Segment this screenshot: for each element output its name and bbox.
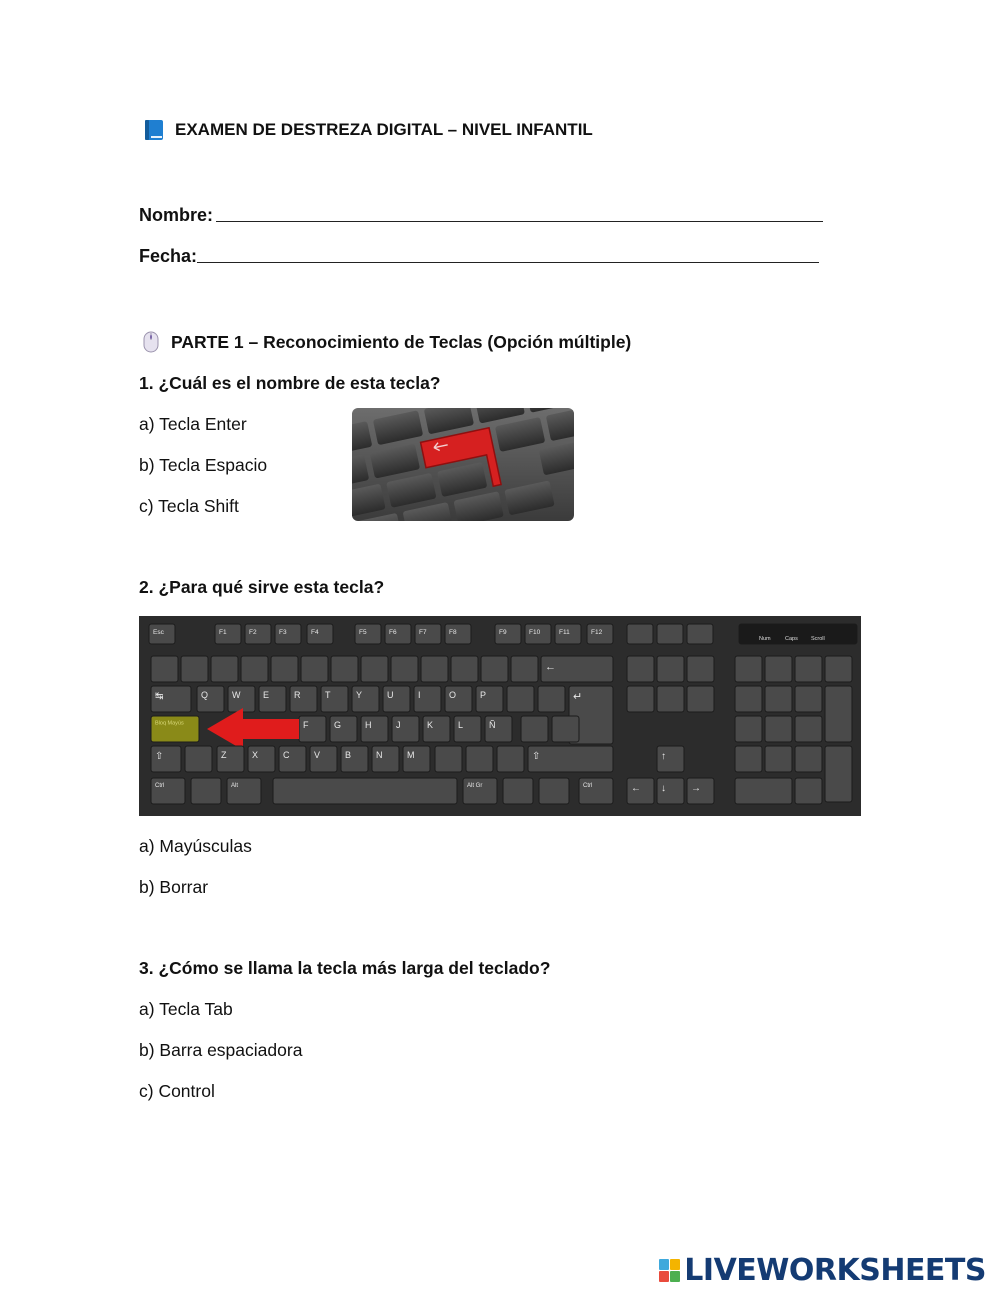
key-label: ↑ [661,751,666,762]
keyboard-image [139,616,861,816]
navigation-key [627,686,654,712]
accent-key [521,716,548,742]
menu-key [539,778,569,804]
number-row-key [241,656,268,682]
key-label: → [691,783,701,794]
q3-option-a[interactable]: a) Tecla Tab [139,999,233,1019]
numpad-key [735,716,762,742]
key-label: F6 [389,629,397,636]
key-label: B [345,750,352,760]
key-label: F5 [359,629,367,636]
name-line[interactable] [216,221,823,222]
key-label: V [314,750,321,760]
angle-bracket-key [185,746,212,772]
period-key [466,746,493,772]
numpad-enter-key [825,746,852,802]
key-label: Bloq Mayús [155,720,184,727]
number-row-key [271,656,298,682]
key-label: O [449,690,457,700]
numpad-key [735,686,762,712]
lock-light-label: Caps [785,636,798,642]
numpad-key [765,716,792,742]
dash-key [497,746,524,772]
numpad-key [795,716,822,742]
question-2: 2. ¿Para qué sirve esta tecla? [139,577,385,597]
lock-lights-panel [739,624,857,644]
alt-key [227,778,261,804]
key-label: Q [201,690,209,700]
key-label: Ñ [489,720,496,730]
key-label: F1 [219,629,227,636]
key-label: F3 [279,629,287,636]
blue-book-icon [143,119,165,141]
key-label: Alt Gr [467,783,483,789]
numpad-key [735,746,762,772]
navigation-key [657,686,684,712]
windows-key [503,778,533,804]
numpad-key [795,746,822,772]
key-label: F12 [591,629,603,636]
windows-key [191,778,221,804]
number-row-key [481,656,508,682]
q2-option-a[interactable]: a) Mayúsculas [139,836,252,856]
number-row-key [421,656,448,682]
key-label: ↵ [573,691,583,703]
pause-key [687,624,713,644]
number-row-key [361,656,388,682]
print-screen-key [627,624,653,644]
key-label: P [480,690,487,700]
number-row-key [391,656,418,682]
q3-option-c[interactable]: c) Control [139,1081,215,1101]
numpad-key [795,778,822,804]
question-3: 3. ¿Cómo se llama la tecla más larga del teclado? [139,958,551,978]
q3-option-b[interactable]: b) Barra espaciadora [139,1040,303,1060]
navigation-key [687,656,714,682]
lock-light-label: Scroll [811,636,825,642]
key-label: ↹ [155,691,164,702]
key-label: F11 [559,629,570,636]
key-label: T [325,690,331,700]
navigation-key [657,656,684,682]
key-label: X [252,750,259,760]
date-label: Fecha: [139,246,198,266]
cedilla-key [552,716,579,742]
key-label: ↓ [661,783,666,794]
key-label: U [387,690,394,700]
space-bar [273,778,457,804]
navigation-key [687,686,714,712]
part1-heading [143,331,631,353]
key-label: ⇧ [155,751,164,762]
number-row-key [151,656,178,682]
numpad-key [765,746,792,772]
key-label: F7 [419,629,427,636]
number-row-key [511,656,538,682]
key-label: Z [221,750,227,760]
q2-option-b[interactable]: b) Borrar [139,877,209,897]
number-row-key [211,656,238,682]
bracket-key [538,686,565,712]
name-field[interactable] [139,205,823,226]
key-label: F8 [449,629,457,636]
key-label: F [303,720,309,730]
numpad-key [795,686,822,712]
key-label: L [458,720,464,730]
number-row-key [451,656,478,682]
question-1: 1. ¿Cuál es el nombre de esta tecla? [139,373,441,393]
page-title [143,119,593,141]
scroll-lock-key [657,624,683,644]
key-label: E [263,690,270,700]
key-label: N [376,750,383,760]
keyboard-svg [139,616,861,816]
key-label: R [294,690,301,700]
key-label: F9 [499,629,507,636]
ctrl-key [151,778,185,804]
key-label: C [283,750,290,760]
navigation-key [627,656,654,682]
key-label: F2 [249,629,257,636]
number-row-key [331,656,358,682]
title-text: EXAMEN DE DESTREZA DIGITAL – NIVEL INFANTIL [175,120,593,139]
date-field[interactable] [139,246,819,267]
q1-option-c[interactable]: c) Tecla Shift [139,496,239,516]
bracket-key [507,686,534,712]
key-label: K [427,720,434,730]
key-label: J [396,720,401,730]
comma-key [435,746,462,772]
lock-light-label: Num [759,636,771,642]
shift-key [528,746,613,772]
key-label: G [334,720,342,730]
enter-key-image [352,408,574,521]
part1-title: PARTE 1 – Reconocimiento de Teclas (Opción múltiple) [171,331,632,352]
key-label: Esc [153,629,164,636]
key-label: Ctrl [155,783,165,789]
numpad-key [825,656,852,682]
computer-mouse-icon [143,331,159,353]
key-label: ← [631,783,641,794]
numpad-key [735,656,762,682]
numpad-key [795,656,822,682]
key-label: H [365,720,372,730]
key-label: Ctrl [583,783,593,789]
number-row-key [301,656,328,682]
q1-option-a[interactable]: a) Tecla Enter [139,414,247,434]
key-label: ← [545,661,556,673]
ctrl-key [579,778,613,804]
key-label: F4 [311,629,319,636]
alt-gr-key [463,778,497,804]
key-label: F10 [529,629,541,636]
key-label: M [407,750,415,760]
liveworksheets-logo [659,1253,986,1288]
key-label: Alt [231,783,239,789]
name-label: Nombre: [139,205,214,225]
number-row-key [181,656,208,682]
numpad-plus-key [825,686,852,742]
key-label: W [232,690,241,700]
numpad-key [765,656,792,682]
logo-text: LIVEWORKSHEETS [684,1253,986,1288]
logo-mark-icon [659,1259,680,1282]
key-label: ⇧ [532,751,541,762]
numpad-key [765,686,792,712]
q1-option-b[interactable]: b) Tecla Espacio [139,455,268,475]
key-label: I [418,690,421,700]
date-line[interactable] [197,262,819,263]
numpad-zero-key [735,778,792,804]
key-label: Y [356,690,363,700]
